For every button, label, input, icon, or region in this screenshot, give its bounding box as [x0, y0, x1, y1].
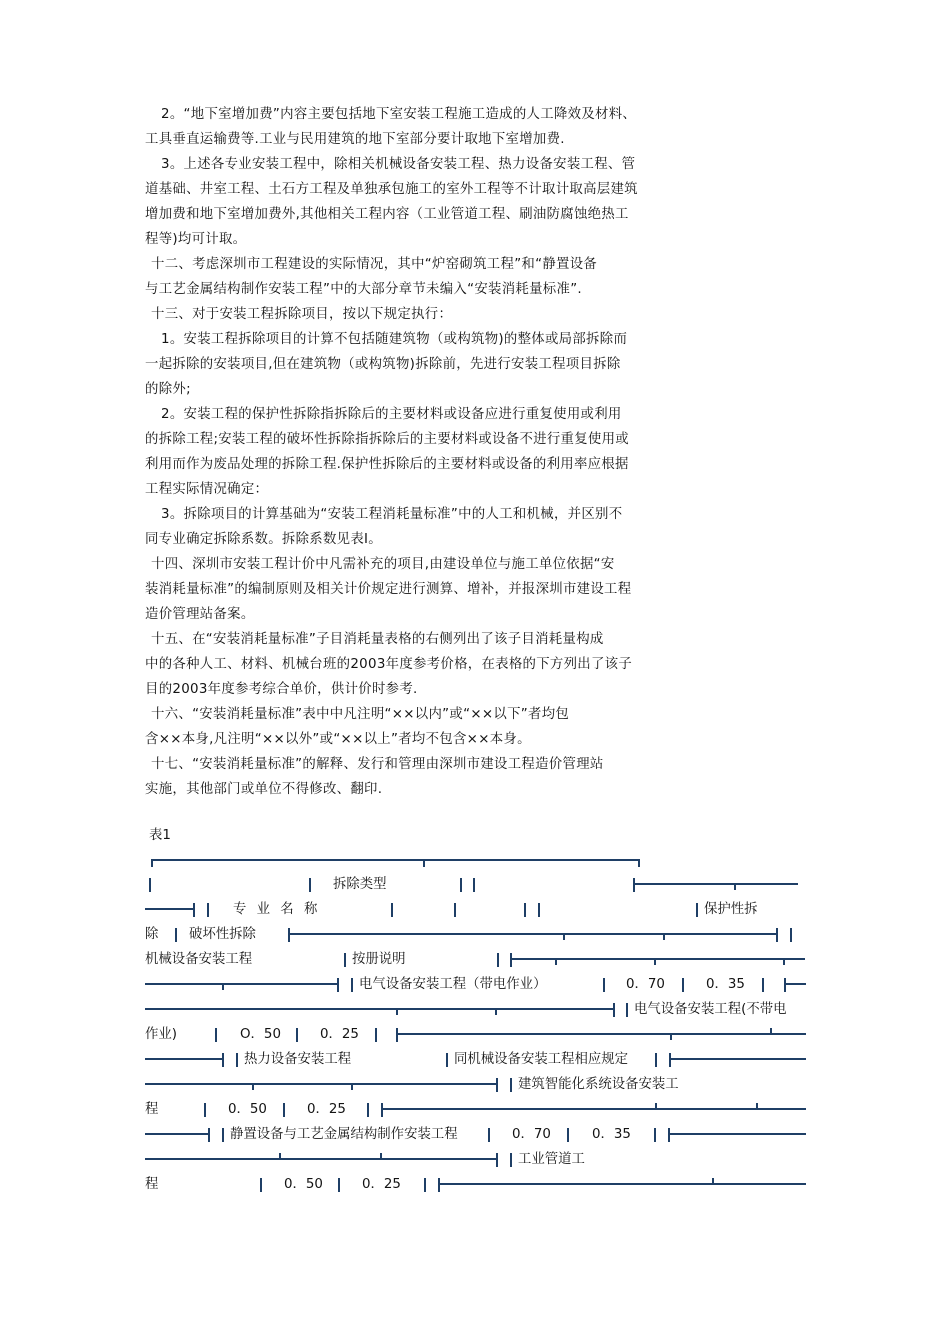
- paragraph-line: 十三、对于安装工程拆除项目，按以下规定执行：: [151, 307, 453, 322]
- row-static-equipment-name: 静置设备与工艺金属结构制作安装工程: [230, 1127, 458, 1142]
- table-tick: [380, 1153, 382, 1160]
- header-destructive: 破坏性拆除: [189, 927, 256, 942]
- table-bar: [338, 1178, 340, 1192]
- paragraph-line: 2。安装工程的保护性拆除指拆除后的主要材料或设备应进行重复使用或利用: [161, 407, 622, 422]
- table-bar: [222, 1053, 224, 1067]
- table-rule: [670, 1133, 806, 1135]
- table-bar: [655, 1053, 657, 1067]
- row-electrical-dead-destructive: 0．25: [320, 1027, 359, 1042]
- table-tick: [783, 958, 785, 965]
- table-rule: [290, 933, 778, 935]
- table-caption: 表1: [149, 828, 171, 843]
- row-industrial-pipe-destructive: 0．25: [362, 1177, 401, 1192]
- table-rule: [671, 1058, 806, 1060]
- table-bar: [207, 903, 209, 917]
- row-electrical-dead-protective: O．50: [240, 1027, 281, 1042]
- table-rule: [145, 1133, 208, 1135]
- table-bar: [446, 1053, 448, 1067]
- table-tick: [563, 933, 565, 940]
- table-tick: [655, 1103, 657, 1110]
- table-bar: [204, 1103, 206, 1117]
- table-bar: [510, 1078, 512, 1092]
- table-rule: [145, 1083, 496, 1085]
- table-tick: [423, 859, 425, 867]
- row-intelligent-destructive: 0．25: [307, 1102, 346, 1117]
- table-tick: [151, 859, 153, 867]
- paragraph-line: 道基础、井室工程、土石方工程及单独承包施工的室外工程等不计取计取高层建筑: [145, 182, 638, 197]
- table-bar: [567, 1128, 569, 1142]
- row-electrical-live-name: 电气设备安装工程（带电作业）: [359, 977, 547, 992]
- table-bar: [682, 978, 684, 992]
- paragraph-line: 工具垂直运输费等.工业与民用建筑的地下室部分要计取地下室增加费.: [145, 132, 565, 147]
- table-bar: [633, 878, 635, 892]
- paragraph-line: 中的各种人工、材料、机械台班的2003年度参考价格，在表格的下方列出了该子: [145, 657, 633, 672]
- table-bar: [524, 903, 526, 917]
- table-bar: [236, 1053, 238, 1067]
- table-bar: [496, 1153, 498, 1167]
- paragraph-line: 与工艺金属结构制作安装工程”中的大部分章节未编入“安装消耗量标准”.: [145, 282, 582, 297]
- paragraph-line: 同专业确定拆除系数。拆除系数见表Ⅰ。: [145, 532, 382, 547]
- paragraph-line: 目的2003年度参考综合单价，供计价时参考.: [145, 682, 418, 697]
- table-bar: [149, 878, 151, 892]
- paragraph-line: 3。拆除项目的计算基础为“安装工程消耗量标准”中的人工和机械，并区别不: [161, 507, 623, 522]
- table-bar: [510, 953, 512, 967]
- table-bar: [424, 1178, 426, 1192]
- table-bar: [496, 1078, 498, 1092]
- row-electrical-dead-name-cont: 作业): [145, 1027, 178, 1042]
- table-tick: [712, 1178, 714, 1185]
- row-intelligent-name-cont: 程: [145, 1102, 159, 1117]
- table-tick: [222, 983, 224, 990]
- table-tick: [663, 933, 665, 940]
- paragraph-line: 3。上述各专业安装工程中，除相关机械设备安装工程、热力设备安装工程、管: [161, 157, 636, 172]
- row-mechanical-name: 机械设备安装工程: [145, 952, 253, 967]
- table-tick: [495, 1008, 497, 1015]
- table-bar: [784, 978, 786, 992]
- table-bar: [260, 1178, 262, 1192]
- row-electrical-live-destructive: 0．35: [706, 977, 745, 992]
- table-tick: [279, 1153, 281, 1160]
- table-tick: [396, 1008, 398, 1015]
- table-bar: [497, 953, 499, 967]
- table-rule: [145, 908, 193, 910]
- table-bar: [510, 1153, 512, 1167]
- table-bar: [488, 1128, 490, 1142]
- paragraph-line: 装消耗量标准”的编制原则及相关计价规定进行测算、增补，并报深圳市建设工程: [145, 582, 632, 597]
- paragraph-line: 工程实际情况确定：: [145, 482, 269, 497]
- header-major-name: 专 业 名 称: [233, 902, 321, 917]
- row-electrical-live-protective: 0．70: [626, 977, 665, 992]
- table-tick: [734, 883, 736, 890]
- table-bar: [460, 878, 462, 892]
- table-rule: [145, 983, 337, 985]
- paragraph-line: 2。“地下室增加费”内容主要包括地下室安装工程施工造成的人工降效及材料、: [161, 107, 637, 122]
- table-bar: [776, 928, 778, 942]
- header-protective: 保护性拆: [704, 902, 758, 917]
- table-bar: [668, 1128, 670, 1142]
- table-rule: [145, 1058, 222, 1060]
- table-bar: [344, 953, 346, 967]
- table-rule: [151, 859, 640, 861]
- paragraph-line: 的除外;: [145, 382, 191, 397]
- header-demolition-type: 拆除类型: [333, 877, 387, 892]
- paragraph-line: 的拆除工程;安装工程的破坏性拆除指拆除后的主要材料或设备不进行重复使用或: [145, 432, 629, 447]
- table-bar: [309, 878, 311, 892]
- table-bar: [438, 1178, 440, 1192]
- paragraph-line: 含××本身,凡注明“××以外”或“××以上”者均不包含××本身。: [145, 732, 531, 747]
- table-rule: [440, 1183, 806, 1185]
- table-tick: [638, 859, 640, 867]
- table-bar: [696, 903, 698, 917]
- table-tick: [555, 958, 557, 965]
- table-bar: [215, 1028, 217, 1042]
- paragraph-line: 程等)均可计取。: [145, 232, 247, 247]
- paragraph-line: 十六、“安装消耗量标准”表中中凡注明“××以内”或“××以下”者均包: [151, 707, 570, 722]
- table-tick: [252, 1083, 254, 1090]
- table-rule: [145, 1008, 613, 1010]
- table-tick: [756, 1103, 758, 1110]
- table-bar: [175, 928, 177, 942]
- table-bar: [208, 1128, 210, 1142]
- table-bar: [288, 928, 290, 942]
- row-static-equipment-protective: 0．70: [512, 1127, 551, 1142]
- paragraph-line: 十五、在“安装消耗量标准”子目消耗量表格的右侧列出了该子目消耗量构成: [151, 632, 604, 647]
- table-bar: [375, 1028, 377, 1042]
- table-bar: [762, 978, 764, 992]
- table-bar: [626, 1003, 628, 1017]
- table-rule: [398, 1033, 806, 1035]
- row-thermal-note: 同机械设备安装工程相应规定: [454, 1052, 629, 1067]
- table-bar: [391, 903, 393, 917]
- table-bar: [351, 978, 353, 992]
- paragraph-line: 一起拆除的安装项目,但在建筑物（或构筑物)拆除前，先进行安装工程项目拆除: [145, 357, 621, 372]
- row-static-equipment-destructive: 0．35: [592, 1127, 631, 1142]
- paragraph-line: 十七、“安装消耗量标准”的解释、发行和管理由深圳市建设工程造价管理站: [151, 757, 604, 772]
- table-bar: [473, 878, 475, 892]
- table-tick: [670, 1033, 672, 1040]
- table-bar: [538, 903, 540, 917]
- row-intelligent-name: 建筑智能化系统设备安装工: [518, 1077, 679, 1092]
- table-bar: [296, 1028, 298, 1042]
- paragraph-line: 实施，其他部门或单位不得修改、翻印.: [145, 782, 383, 797]
- table-bar: [613, 1003, 615, 1017]
- row-intelligent-protective: 0．50: [228, 1102, 267, 1117]
- row-mechanical-note: 按册说明: [352, 952, 406, 967]
- header-protective-cont: 除: [145, 927, 159, 942]
- table-tick: [351, 1083, 353, 1090]
- table-bar: [396, 1028, 398, 1042]
- table-bar: [283, 1103, 285, 1117]
- row-industrial-pipe-name-cont: 程: [145, 1177, 159, 1192]
- paragraph-line: 十四、深圳市安装工程计价中凡需补充的项目,由建设单位与施工单位依据“安: [151, 557, 615, 572]
- table-tick: [654, 958, 656, 965]
- row-industrial-pipe-protective: 0．50: [284, 1177, 323, 1192]
- paragraph-line: 造价管理站备案。: [145, 607, 255, 622]
- table-rule: [786, 983, 806, 985]
- table-bar: [337, 978, 339, 992]
- table-bar: [193, 903, 195, 917]
- table-bar: [790, 928, 792, 942]
- table-bar: [367, 1103, 369, 1117]
- table-tick: [770, 1028, 772, 1035]
- table-bar: [381, 1103, 383, 1117]
- row-electrical-dead-name: 电气设备安装工程(不带电: [634, 1002, 787, 1017]
- table-bar: [222, 1128, 224, 1142]
- table-bar: [454, 903, 456, 917]
- paragraph-line: 增加费和地下室增加费外,其他相关工程内容（工业管道工程、刷油防腐蚀绝热工: [145, 207, 629, 222]
- row-thermal-name: 热力设备安装工程: [244, 1052, 352, 1067]
- paragraph-line: 十二、考虑深圳市工程建设的实际情况，其中“炉窑砌筑工程”和“静置设备: [151, 257, 598, 272]
- table-bar: [654, 1128, 656, 1142]
- table-rule: [145, 1158, 496, 1160]
- table-bar: [603, 978, 605, 992]
- paragraph-line: 利用而作为废品处理的拆除工程.保护性拆除后的主要材料或设备的利用率应根据: [145, 457, 629, 472]
- table-rule: [635, 883, 798, 885]
- row-industrial-pipe-name: 工业管道工: [518, 1152, 585, 1167]
- table-bar: [669, 1053, 671, 1067]
- paragraph-line: 1。安装工程拆除项目的计算不包括随建筑物（或构筑物)的整体或局部拆除而: [161, 332, 628, 347]
- table-rule: [383, 1108, 806, 1110]
